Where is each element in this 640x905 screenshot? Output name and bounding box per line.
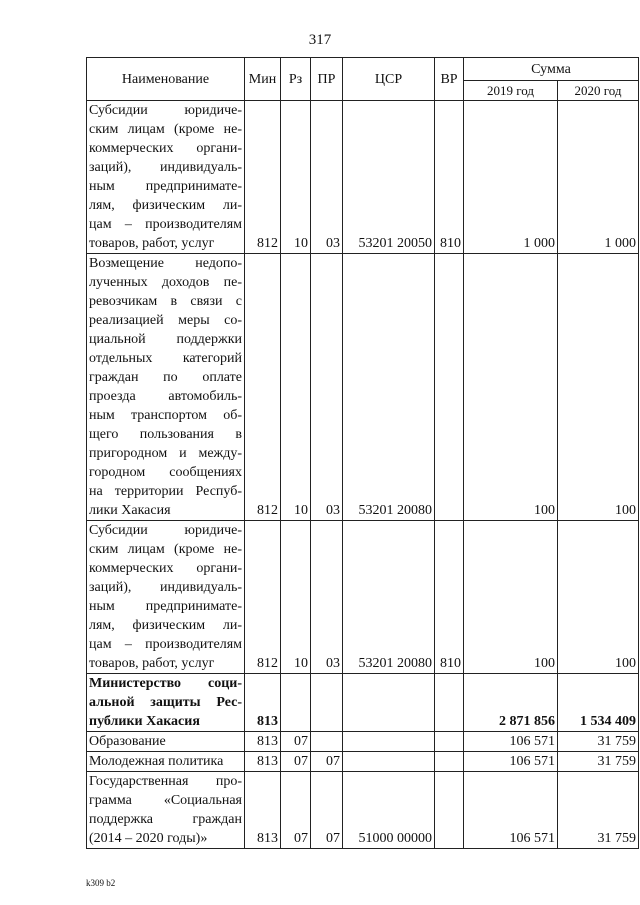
row-pr: 03	[311, 101, 343, 254]
row-csr: 53201 20080	[343, 521, 435, 674]
row-sum-2020: 31 759	[558, 772, 639, 849]
row-name-line: пригородном и между-	[89, 446, 242, 461]
row-csr	[343, 732, 435, 752]
row-sum-2019: 106 571	[464, 772, 558, 849]
row-pr	[311, 674, 343, 732]
row-name-line: лученных доходов пе-	[89, 275, 242, 290]
row-vr: 810	[435, 521, 464, 674]
row-name-line: лям, физическим ли-	[89, 618, 242, 633]
row-name-line: цам – производителям	[89, 217, 242, 232]
header-csr: ЦСР	[343, 58, 435, 101]
row-name-line: коммерческих органи-	[89, 561, 242, 576]
row-min: 812	[245, 254, 281, 521]
row-name-line: ским лицам (кроме не-	[89, 542, 242, 557]
row-csr	[343, 674, 435, 732]
row-name-line: заций), индивидуаль-	[89, 160, 242, 175]
row-sum-2019: 100	[464, 254, 558, 521]
row-sum-2020: 1 000	[558, 101, 639, 254]
row-min: 813	[245, 752, 281, 772]
row-name-line: (2014 – 2020 годы)»	[89, 831, 208, 846]
row-sum-2019: 106 571	[464, 752, 558, 772]
row-name	[87, 254, 245, 521]
row-pr: 07	[311, 772, 343, 849]
row-rz	[281, 674, 311, 732]
row-min: 813	[245, 732, 281, 752]
table-row	[87, 674, 639, 732]
row-vr	[435, 732, 464, 752]
table-row	[87, 752, 639, 772]
row-name-line: городном сообщениях	[89, 465, 242, 480]
table-body	[87, 101, 639, 849]
row-name-line: реализацией меры со-	[89, 313, 242, 328]
row-name	[87, 732, 245, 752]
row-name-line: заций), индивидуаль-	[89, 580, 242, 595]
row-pr: 07	[311, 752, 343, 772]
row-name-line: поддержка граждан	[89, 812, 242, 827]
row-sum-2019: 106 571	[464, 732, 558, 752]
row-name-line: публики Хакасия	[89, 714, 200, 729]
header-year-2020: 2020 год	[558, 81, 639, 101]
footer-code: k309 b2	[86, 878, 116, 888]
row-name-line: грамма «Социальная	[89, 793, 242, 808]
row-name-line: ным предпринимате-	[89, 599, 242, 614]
header-vr: ВР	[435, 58, 464, 101]
row-csr: 53201 20050	[343, 101, 435, 254]
row-csr: 53201 20080	[343, 254, 435, 521]
row-min: 812	[245, 521, 281, 674]
row-name-line: проезда автомобиль-	[89, 389, 242, 404]
row-sum-2020: 1 534 409	[558, 674, 639, 732]
row-pr: 03	[311, 254, 343, 521]
row-rz: 10	[281, 254, 311, 521]
row-name-line: Субсидии юридиче-	[89, 523, 242, 538]
row-name-line: лики Хакасия	[89, 503, 171, 518]
row-name-line: Возмещение недопо-	[89, 256, 242, 271]
row-name-line: Государственная про-	[89, 774, 242, 789]
row-name-line: ным предпринимате-	[89, 179, 242, 194]
row-name	[87, 752, 245, 772]
row-min: 813	[245, 674, 281, 732]
row-rz: 07	[281, 752, 311, 772]
row-name-line: циальной поддержки	[89, 332, 242, 347]
row-min: 813	[245, 772, 281, 849]
row-sum-2020: 100	[558, 521, 639, 674]
budget-table	[86, 57, 639, 849]
row-name	[87, 772, 245, 849]
row-sum-2020: 31 759	[558, 752, 639, 772]
row-name-line: ревозчикам в связи с	[89, 294, 242, 309]
row-rz: 07	[281, 732, 311, 752]
row-name-line: на территории Респуб-	[89, 484, 242, 499]
header-name: Наименование	[87, 58, 245, 101]
row-sum-2020: 31 759	[558, 732, 639, 752]
row-sum-2019: 2 871 856	[464, 674, 558, 732]
table-row	[87, 521, 639, 674]
row-vr	[435, 674, 464, 732]
row-name-line: альной защиты Рес-	[89, 695, 242, 710]
row-name-line: товаров, работ, услуг	[89, 656, 215, 671]
row-name-line: товаров, работ, услуг	[89, 236, 215, 251]
row-name-line: граждан по оплате	[89, 370, 242, 385]
header-year-2019: 2019 год	[464, 81, 558, 101]
row-vr	[435, 254, 464, 521]
row-rz: 07	[281, 772, 311, 849]
row-csr	[343, 752, 435, 772]
row-name-line: цам – производителям	[89, 637, 242, 652]
table-row	[87, 101, 639, 254]
row-vr	[435, 752, 464, 772]
row-name-line: Образование	[89, 734, 166, 749]
row-sum-2020: 100	[558, 254, 639, 521]
row-vr	[435, 772, 464, 849]
row-name-line: лям, физическим ли-	[89, 198, 242, 213]
page-number: 317	[308, 32, 332, 48]
table-row	[87, 254, 639, 521]
row-name	[87, 521, 245, 674]
row-name-line: Субсидии юридиче-	[89, 103, 242, 118]
row-sum-2019: 100	[464, 521, 558, 674]
row-name-line: Министерство соци-	[89, 676, 242, 691]
header-sum: Сумма	[464, 58, 639, 81]
header-min: Мин	[245, 58, 281, 101]
row-name	[87, 101, 245, 254]
row-name	[87, 674, 245, 732]
row-name-line: ским лицам (кроме не-	[89, 122, 242, 137]
header-rz: Рз	[281, 58, 311, 101]
row-sum-2019: 1 000	[464, 101, 558, 254]
row-pr: 03	[311, 521, 343, 674]
header-pr: ПР	[311, 58, 343, 101]
row-name-line: Молодежная политика	[89, 754, 224, 769]
row-rz: 10	[281, 101, 311, 254]
row-name-line: отдельных категорий	[89, 351, 242, 366]
row-vr: 810	[435, 101, 464, 254]
row-name-line: ным транспортом об-	[89, 408, 242, 423]
row-csr: 51000 00000	[343, 772, 435, 849]
row-name-line: щего пользования в	[89, 427, 242, 442]
row-min: 812	[245, 101, 281, 254]
row-name-line: коммерческих органи-	[89, 141, 242, 156]
row-rz: 10	[281, 521, 311, 674]
table-row	[87, 732, 639, 752]
table-row	[87, 772, 639, 849]
row-pr	[311, 732, 343, 752]
